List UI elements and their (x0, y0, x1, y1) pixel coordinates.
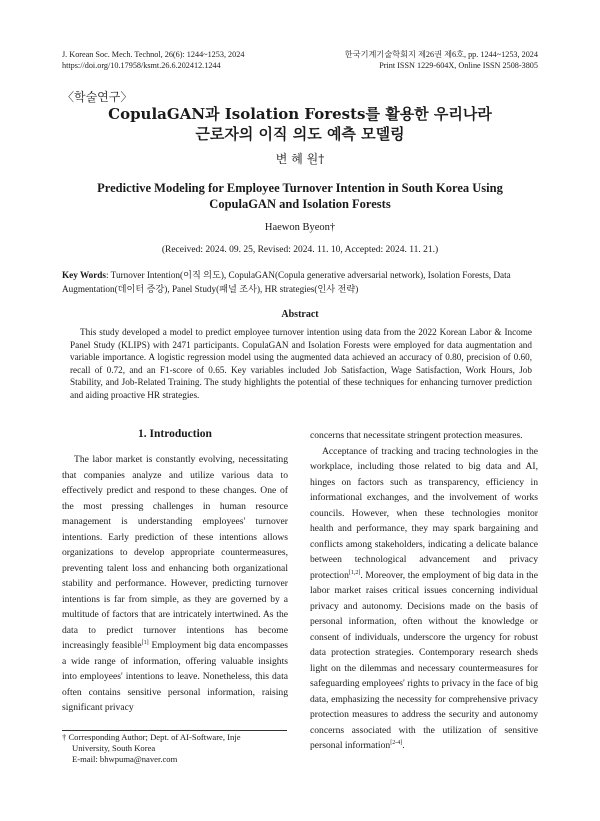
intro-paragraph-continued: concerns that necessitate stringent protection measures. (310, 430, 523, 441)
author-email[interactable]: E-mail: bhwpuma@naver.com (72, 754, 178, 764)
doi-link[interactable]: https://doi.org/10.17958/ksmt.26.6.202412.1244 (62, 61, 221, 70)
paragraph-text: The labor market is constantly evolving, necessitating that companies analyze and utilize various data to effectively predict and respond to these changes. One of the most pressing challenges in human resource management is understanding employees' turnover intentions. Early prediction of these intentions allows organizations to develop appropriate countermeasures, preventing talent loss and enhancing both organizational stability and performance. However, predicting turnover intentions is far from simple, as they are governed by a multitude of factors that are intricately intertwined. As the data to predict turnover intentions has become increasingly feasible (62, 454, 288, 651)
right-column (310, 428, 538, 754)
intro-paragraph (62, 452, 288, 716)
paragraph-text: Employment big data encompasses a wide range of information, offering valuable insights into employees' intentions to leave. Nonetheless, this data often contains sensitive personal information, raising significant privacy (62, 640, 289, 713)
keywords (62, 268, 538, 296)
paragraph-text: . Moreover, the employment of big data in the labor market raises critical issues concerning individual privacy and autonomy. Decisions made on the basis of personal information, often without the knowledge or consent of individuals, underscore the urgency for robust data protection strategies. Contemporary research sheds light on the dilemmas and necessary countermeasures for safeguarding employees' rights to privacy in the face of big data, emphasizing the necessity for comprehensive privacy protection measures to address the security and autonomy concerns associated with the utilization of sensitive personal information (310, 569, 538, 751)
korean-title-line1: CopulaGAN과 Isolation Forests를 활용한 우리나라 (108, 105, 492, 123)
korean-title-line2: 근로자의 이직 의도 예측 모델링 (195, 125, 405, 143)
citation-ref[interactable]: [1] (141, 639, 149, 646)
corresponding-author-footnote (62, 732, 288, 765)
issn-info: Print ISSN 1229-604X, Online ISSN 2508-3805 (379, 61, 538, 70)
english-title-line2: CopulaGAN and Isolation Forests (209, 197, 391, 211)
intro-paragraph (310, 444, 538, 754)
article-category: 〈학술연구〉 (62, 90, 133, 104)
journal-citation: J. Korean Soc. Mech. Technol, 26(6): 1244~1253, 2024 (62, 50, 245, 59)
english-title-line1: Predictive Modeling for Employee Turnover Intention in South Korea Using (97, 181, 503, 195)
korean-author: 변 혜 원† (275, 152, 325, 166)
keywords-label: Key Words (62, 270, 106, 280)
english-title (0, 180, 600, 212)
left-column (62, 452, 288, 716)
abstract-text: This study developed a model to predict employee turnover intention using data from the 2022 Korean Labor & Income Panel Study (KLIPS) with 2471 participants. CopulaGAN and Isolation Forests were employed for data augmentation and variable importance. A logistic regression model using the augmented data achieved an accuracy of 0.80, precision of 0.60, recall of 0.72, and an F1-score of 0.65. Key variables included Job Satisfaction, Wage Satisfaction, Work Hours, Job Stability, and Job-Related Training. The study highlights the potential of these techniques for enhancing turnover prediction and aiding proactive HR strategies. (70, 327, 532, 400)
journal-citation-korean: 한국기계기술학회지 제26권 제6호, pp. 1244~1253, 2024 (344, 50, 538, 59)
keywords-text: : Turnover Intention(이직 의도), CopulaGAN(Copula generative adversarial network), Isolation Forests, Data Augmentation(데이터 증강), Panel Study(패널 조사), HR strategies(인사 전략) (62, 270, 511, 294)
footnote-line: University, South Korea (72, 743, 156, 753)
paragraph-text: . (402, 740, 405, 751)
footnote-divider (62, 730, 287, 731)
citation-ref[interactable]: [1,2] (348, 569, 361, 576)
section-heading-introduction: 1. Introduction (138, 428, 212, 440)
citation-ref[interactable]: [2-4] (390, 739, 403, 746)
paragraph-text: Acceptance of tracking and tracing technologies in the workplace, including those related to big data and AI, hinges on factors such as transparency, efficiency in informational exchanges, and the involvement of works councils. However, when these technologies monitor health and performance, they may spark bargaining and conflicts among stakeholders, indicating a delicate balance between technological advancement and privacy protection (310, 445, 538, 581)
abstract-heading: Abstract (281, 309, 319, 320)
received-dates: (Received: 2024. 09. 25, Revised: 2024. 11. 10, Accepted: 2024. 11. 21.) (161, 245, 439, 255)
english-author: Haewon Byeon† (264, 222, 336, 233)
korean-title (0, 104, 600, 144)
footnote-line: † Corresponding Author; Dept. of AI-Software, Inje (62, 732, 241, 742)
